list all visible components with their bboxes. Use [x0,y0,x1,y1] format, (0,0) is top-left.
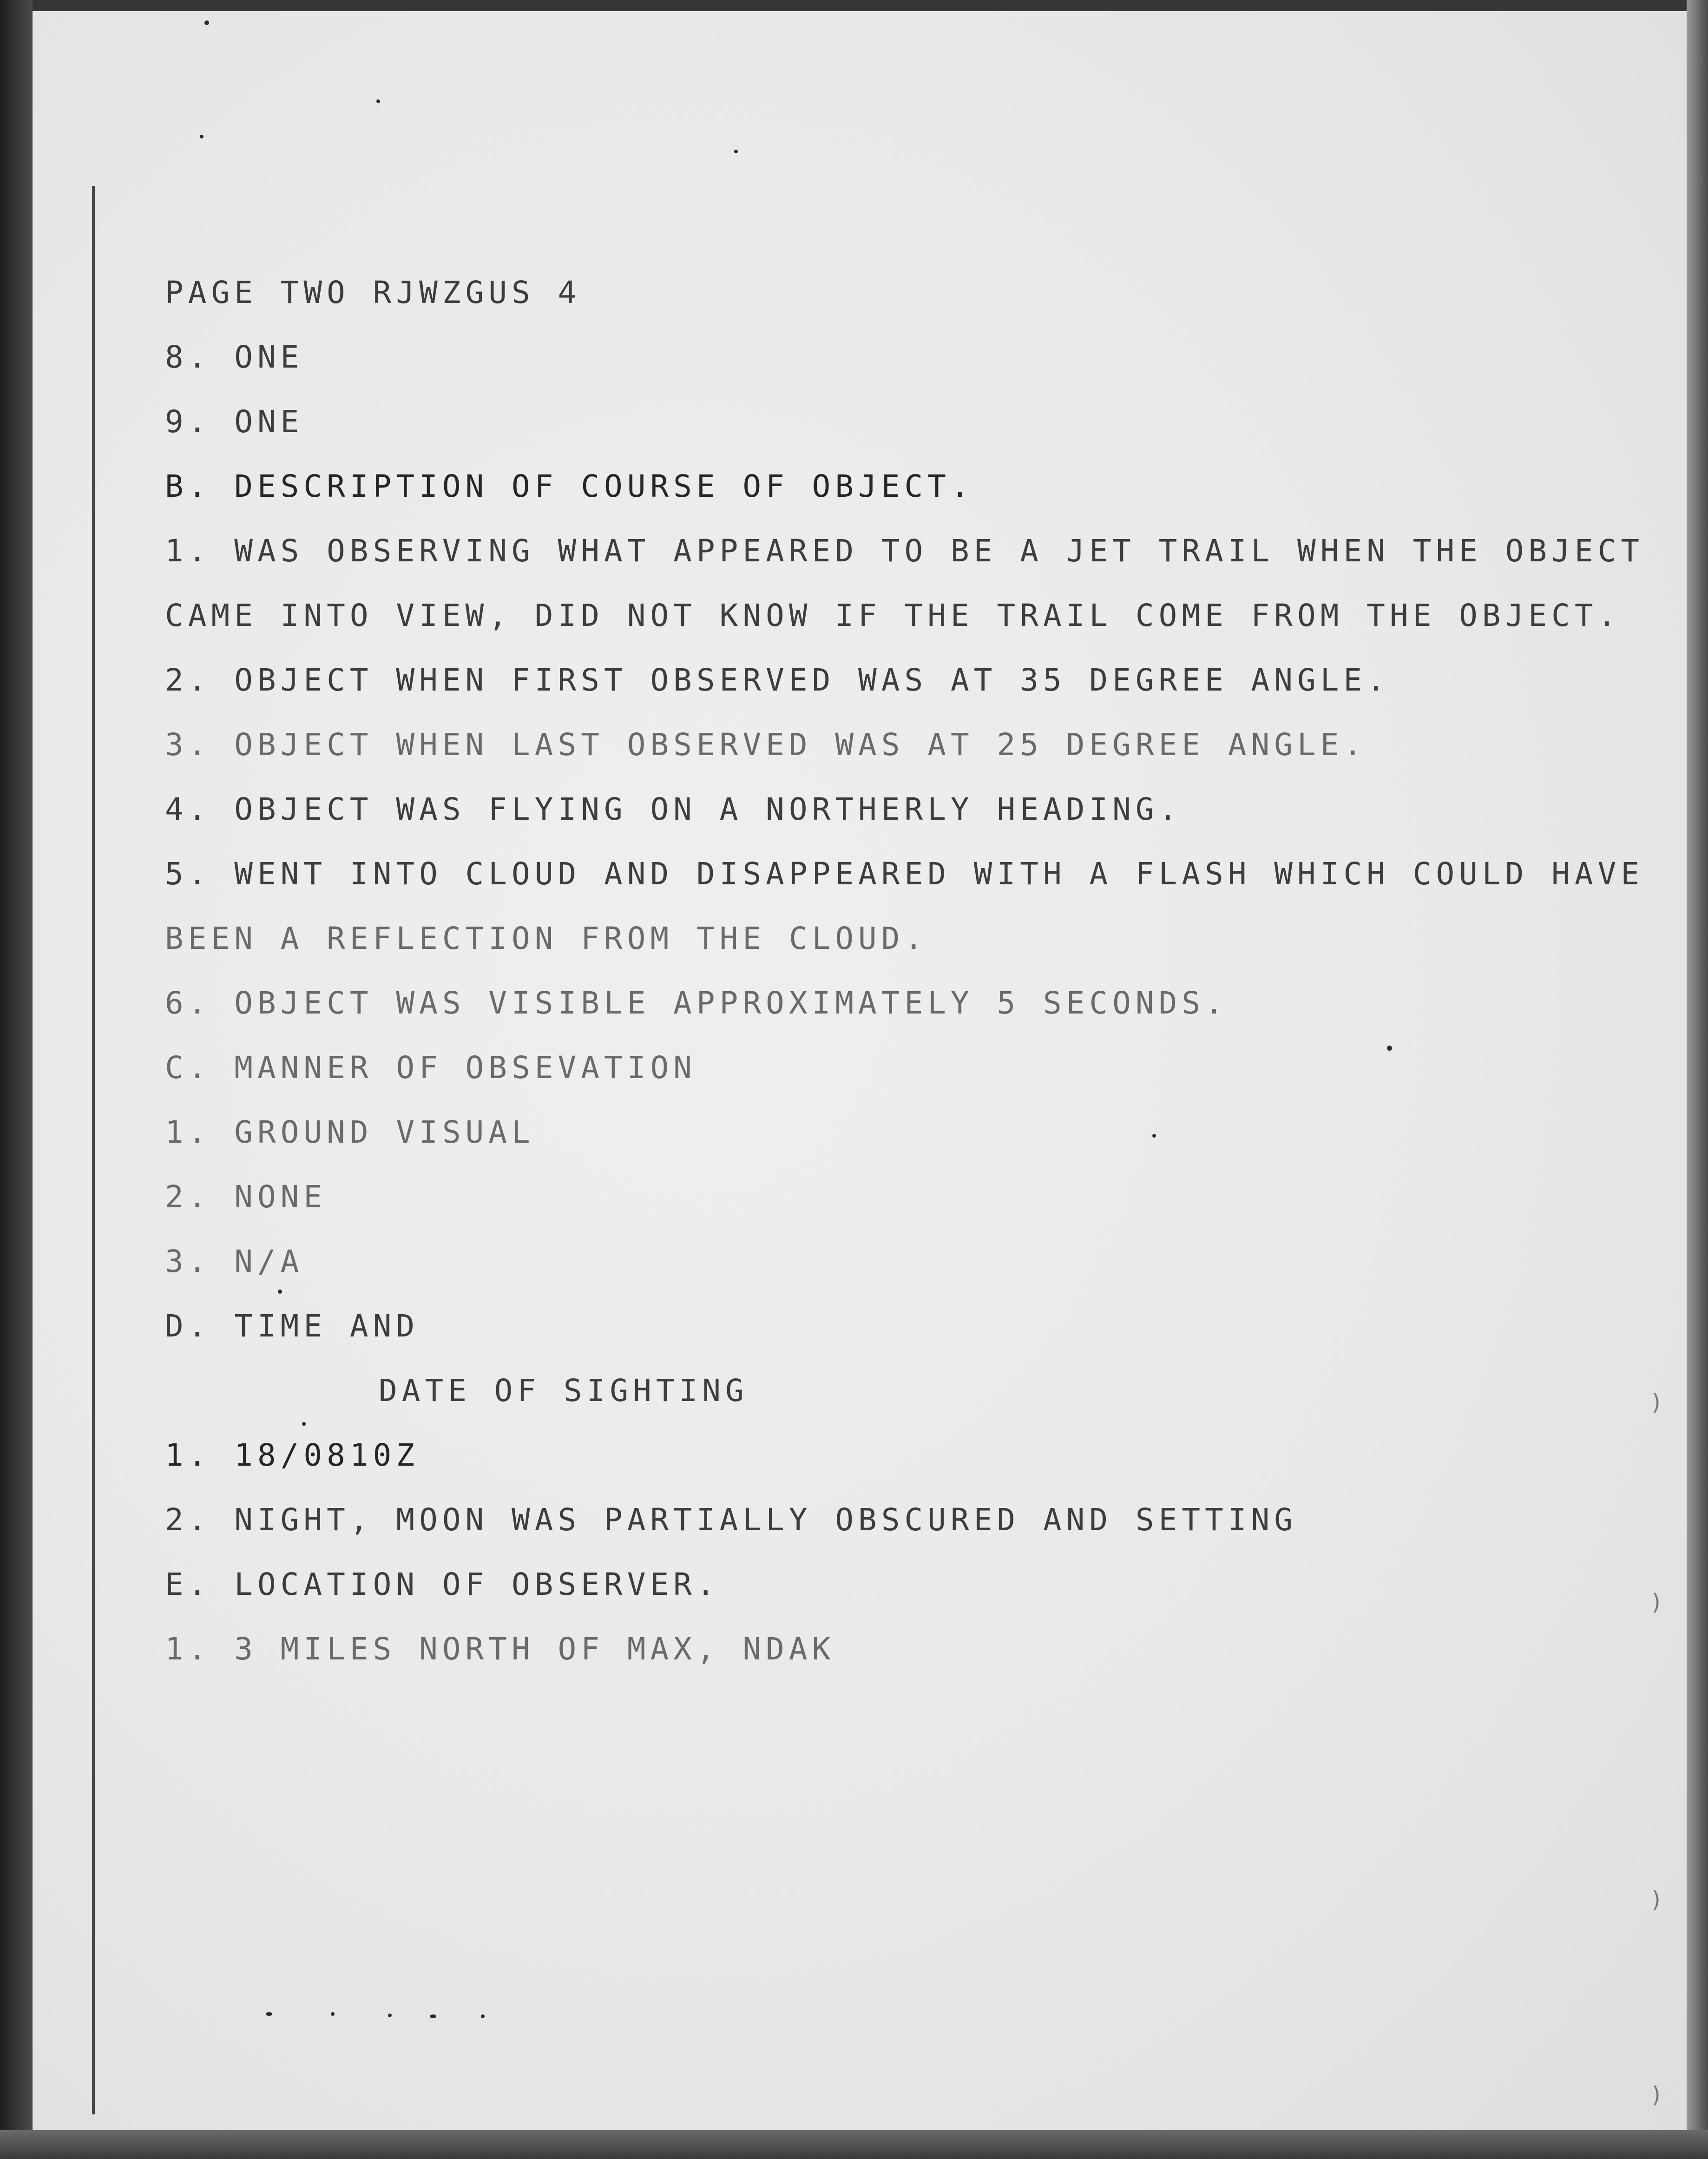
text-line: 1. GROUND VISUAL [165,1114,535,1150]
dust-speck [1387,1046,1392,1051]
edge-mark: ) [1652,1887,1661,1913]
text-line: 6. OBJECT WAS VISIBLE APPROXIMATELY 5 SECONDS. [165,985,1228,1021]
section-heading-continuation: DATE OF SIGHTING [379,1373,749,1409]
section-heading: E. LOCATION OF OBSERVER. [165,1567,720,1602]
dust-speck [430,2014,436,2018]
text-line: 1. 3 MILES NORTH OF MAX, NDAK [165,1631,835,1667]
text-line: 2. NONE [165,1179,327,1215]
text-line: BEEN A REFLECTION FROM THE CLOUD. [165,921,928,956]
margin-line [92,186,95,2114]
text-line: 1. 18/0810Z [165,1437,420,1473]
dust-speck [481,2014,485,2018]
page-header: PAGE TWO RJWZGUS 4 [165,275,581,310]
dust-speck [734,150,738,153]
text-line: 2. OBJECT WHEN FIRST OBSERVED WAS AT 35 DEGREE ANGLE. [165,662,1390,698]
text-line: CAME INTO VIEW, DID NOT KNOW IF THE TRAIL COME FROM THE OBJECT. [165,598,1621,633]
text-line: 9. ONE [165,404,304,440]
dust-speck [388,2014,392,2017]
dust-speck [302,1422,306,1426]
edge-mark: ) [1652,2082,1661,2108]
text-line: 8. ONE [165,339,304,375]
edge-mark: ) [1652,1589,1661,1615]
section-heading: C. MANNER OF OBSEVATION [165,1050,696,1086]
text-line: 5. WENT INTO CLOUD AND DISAPPEARED WITH A FLASH WHICH COULD HAVE [165,856,1644,892]
dust-speck [266,2012,272,2016]
edge-mark: ) [1652,1389,1661,1415]
section-heading: D. TIME AND [165,1308,420,1344]
scan-left-edge [0,0,33,2159]
dust-speck [376,99,380,103]
dust-speck [331,2012,335,2016]
dust-speck [204,20,209,25]
dust-speck [200,135,204,138]
scan-bottom-edge [0,2130,1708,2159]
scan-right-edge [1687,0,1708,2159]
text-line: 3. OBJECT WHEN LAST OBSERVED WAS AT 25 DEGREE ANGLE. [165,727,1367,763]
dust-speck [1152,1134,1156,1138]
text-line: 4. OBJECT WAS FLYING ON A NORTHERLY HEADING. [165,791,1182,827]
section-heading: B. DESCRIPTION OF COURSE OF OBJECT. [165,468,974,504]
text-line: 2. NIGHT, MOON WAS PARTIALLY OBSCURED AND SETTING [165,1502,1298,1538]
dust-speck [278,1290,282,1294]
teletype-text [165,270,1644,1691]
text-line: 1. WAS OBSERVING WHAT APPEARED TO BE A JET TRAIL WHEN THE OBJECT [165,533,1644,569]
text-line: 3. N/A [165,1244,304,1279]
